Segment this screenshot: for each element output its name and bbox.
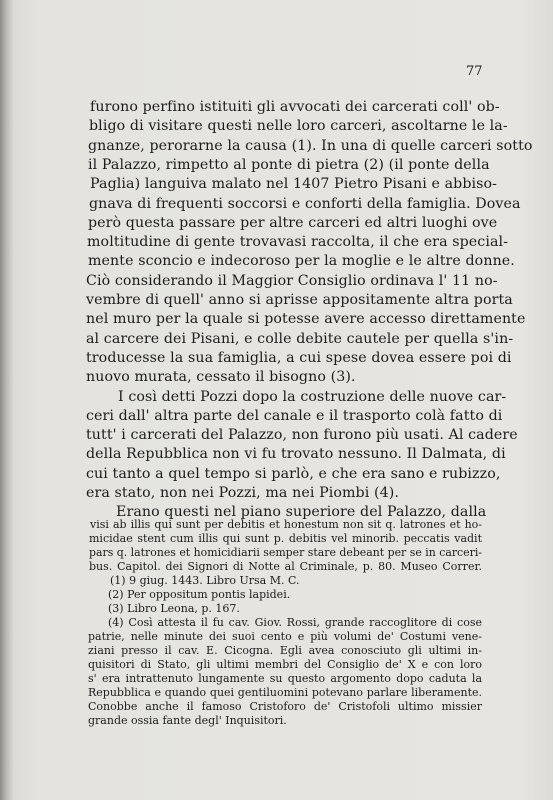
body-line: mente sconcio e indecoroso per la moglie e le altre donne.	[88, 253, 515, 270]
body-line: era stato, non nei Pozzi, ma nei Piombi (4).	[86, 485, 399, 501]
body-line: nel muro per la quale si potesse avere accesso direttamente	[86, 311, 526, 328]
body-line: furono perfino istituiti gli avvocati dei carcerati coll' ob-	[90, 99, 500, 115]
footnote-line: patrie, nelle minute dei suoi cento e più volumi de' Costumi vene-	[88, 630, 482, 643]
body-line: il Palazzo, rimpetto al ponte di pietra (2) (il ponte della	[88, 156, 490, 173]
body-line: nuovo murata, cessato il bisogno (3).	[86, 369, 356, 386]
footnote-line: grande ossia fante degl' Inquisitori.	[88, 714, 287, 727]
body-line: al carcere dei Pisani, e colle debite cautele per quella s'in-	[86, 330, 514, 347]
footnote-line: quisitori di Stato, gli ultimi membri del Consiglio de' X e con loro	[88, 658, 482, 671]
body-line: Ciò considerando il Maggior Consiglio ordinava l' 11 no-	[86, 272, 498, 289]
body-line: Paglia) languiva malato nel 1407 Pietro Pisani e abbiso-	[90, 176, 498, 193]
footnote-line: pars q. latrones et homicidiarii semper stare debeant per se in carceri-	[89, 546, 482, 559]
body-line: bligo di visitare questi nelle loro carceri, ascoltarne le la-	[89, 118, 508, 135]
footnote-line: bus. Capitol. dei Signori di Notte al Criminale, p. 80. Museo Correr.	[89, 560, 482, 573]
page-number: 77	[466, 64, 483, 79]
footnote-line: (4) Così attesta il fu cav. Giov. Rossi, grande raccoglitore di cose	[108, 616, 482, 629]
body-line: della Repubblica non vi fu trovato nessuno. Il Dalmata, di	[86, 446, 506, 463]
footnote-line: micidae stent cum illis qui sunt p. debitis vel minorib. peccatis vadit	[89, 532, 482, 545]
body-line: ceri dall' altra parte del canale e il trasporto colà fatto di	[86, 407, 503, 424]
footnote-line: Conobbe anche il famoso Cristoforo de' Cristofoli ultimo missier	[88, 700, 482, 713]
body-line: tutt' i carcerati del Palazzo, non furono più usati. Al cadere	[86, 427, 518, 444]
footnote-line: (1) 9 giug. 1443. Libro Ursa M. C.	[110, 574, 300, 587]
body-line: però questa passare per altre carceri ed altri luoghi ove	[88, 214, 498, 231]
body-line: I così detti Pozzi dopo la costruzione delle nuove car-	[118, 388, 507, 405]
footnote-line: s' era intrattenuto lungamente su questo argomento dopo caduta la	[88, 672, 482, 685]
body-line: gnanze, perorarne la causa (1). In una di quelle carceri sotto	[88, 137, 533, 154]
body-line: cui tanto a quel tempo si parlò, e che era sano e rubizzo,	[86, 465, 501, 482]
body-line: troducesse la sua famiglia, a cui spese dovea essere poi di	[86, 349, 512, 366]
body-line: Erano questi nel piano superiore del Palazzo, dalla	[116, 504, 487, 521]
footnote-line: (3) Libro Leona, p. 167.	[108, 602, 240, 615]
body-line: moltitudine di gente trovavasi raccolta, il che era special-	[87, 234, 509, 251]
footnote-line: visi ab illis qui sunt per debitis et honestum non sit q. latrones et ho-	[90, 518, 482, 531]
footnote-line: Repubblica e quando quei gentiluomini potevano parlare liberamente.	[88, 686, 482, 699]
footnote-line: (2) Per oppositum pontis lapidei.	[108, 588, 291, 601]
footnote-line: ziani presso il cav. E. Cicogna. Egli avea conosciuto gli ultimi in-	[88, 644, 482, 657]
body-line: vembre di quell' anno si aprisse appositamente altra porta	[86, 292, 513, 308]
body-line: gnava di frequenti soccorsi e conforti della famiglia. Dovea	[89, 195, 521, 212]
